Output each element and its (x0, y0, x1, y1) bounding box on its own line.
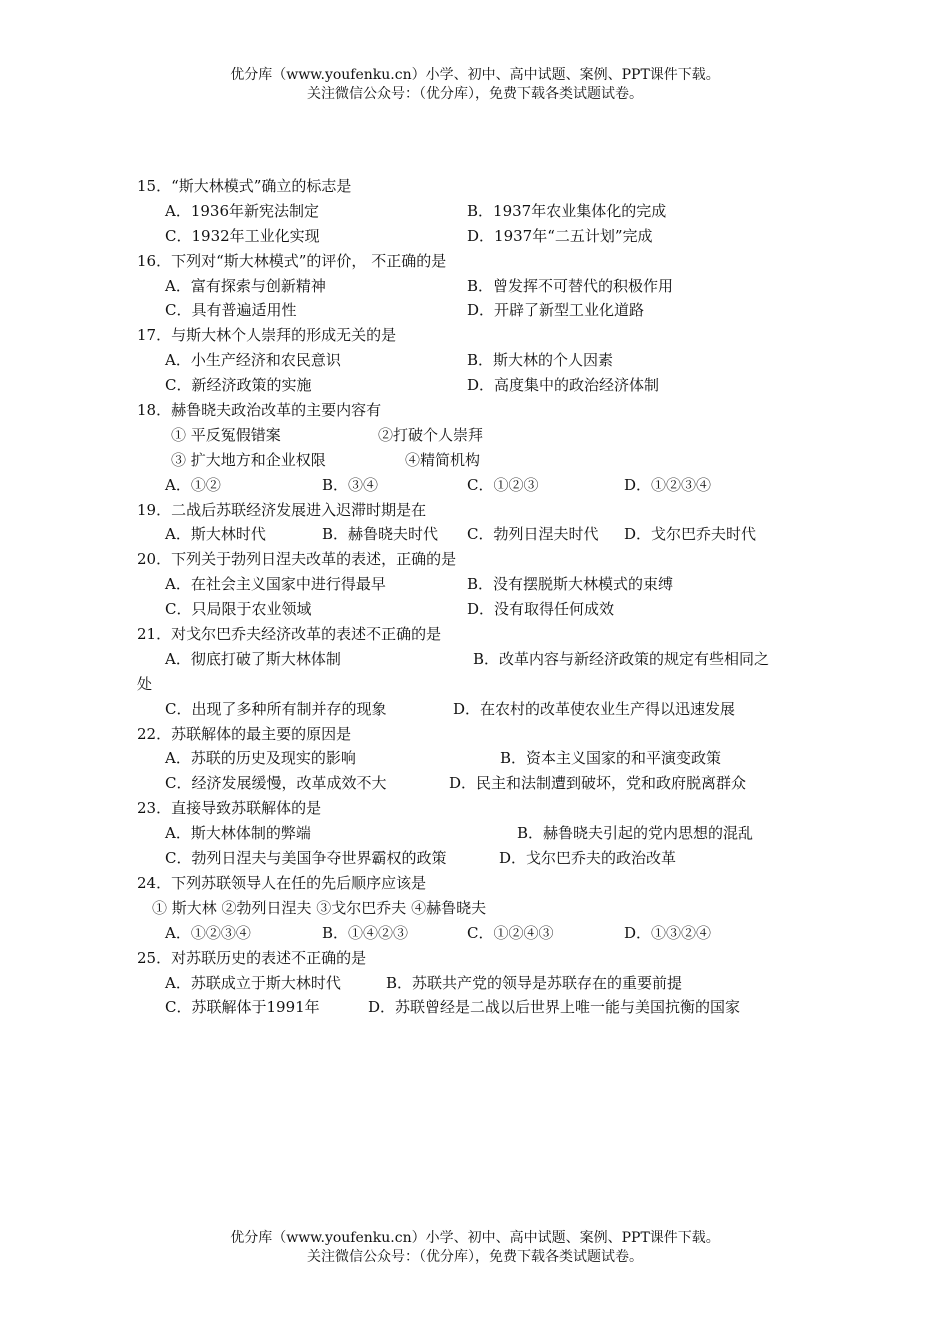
option-a: A．富有探索与创新精神 (165, 276, 326, 295)
header-line-2: 关注微信公众号：（优分库），免费下载各类试题试卷。 (307, 86, 643, 102)
page-header (0, 66, 950, 104)
items-row (0, 896, 950, 921)
options-row (0, 199, 950, 224)
question-16 (0, 249, 950, 274)
option-c: C．1932年工业化实现 (165, 226, 320, 245)
item-2: ②打破个人崇拜 (378, 425, 484, 444)
options-row (0, 697, 950, 722)
options-row (0, 274, 950, 299)
option-a: A．苏联成立于斯大林时代 (165, 973, 341, 992)
option-a: A．苏联的历史及现实的影响 (165, 749, 356, 768)
option-b: B．曾发挥不可替代的积极作用 (467, 276, 674, 295)
option-b: B．资本主义国家的和平演变政策 (500, 749, 722, 768)
question-stem: 22．苏联解体的最主要的原因是 (137, 724, 352, 743)
footer-line-2: 关注微信公众号：（优分库），免费下载各类试题试卷。 (307, 1249, 643, 1265)
option-b: B．③④ (322, 475, 379, 494)
options-row-wrap (0, 672, 950, 697)
question-stem: 25．对苏联历史的表述不正确的是 (137, 948, 367, 967)
question-22 (0, 722, 950, 747)
order-items: ① 斯大林 ②勃列日涅夫 ③戈尔巴乔夫 ④赫鲁晓夫 (152, 898, 487, 917)
question-stem: 23．直接导致苏联解体的是 (137, 799, 322, 818)
question-stem: 21．对戈尔巴乔夫经济改革的表述不正确的是 (137, 625, 442, 644)
question-stem: 20．下列关于勃列日涅夫改革的表述，正确的是 (137, 550, 457, 569)
option-b: B．赫鲁晓夫引起的党内思想的混乱 (517, 824, 754, 843)
items-row (0, 448, 950, 473)
option-c: C．具有普遍适用性 (165, 301, 297, 320)
option-b-continued: 处 (137, 674, 153, 693)
options-row (0, 572, 950, 597)
option-a: A．①②③④ (165, 923, 251, 942)
question-stem: 17．与斯大林个人崇拜的形成无关的是 (137, 326, 397, 345)
option-c: C．经济发展缓慢，改革成效不大 (165, 774, 387, 793)
options-row (0, 846, 950, 871)
option-b: B．改革内容与新经济政策的规定有些相同之 (473, 649, 770, 668)
question-20 (0, 547, 950, 572)
option-c: C．勃列日涅夫与美国争夺世界霸权的政策 (165, 849, 447, 868)
option-d: D．戈尔巴乔夫的政治改革 (499, 849, 677, 868)
option-b: B．1937年农业集体化的完成 (467, 201, 667, 220)
option-b: B．赫鲁晓夫时代 (322, 525, 439, 544)
option-c: C．新经济政策的实施 (165, 376, 312, 395)
options-row (0, 473, 950, 498)
question-stem: 15．“斯大林模式”确立的标志是 (137, 177, 352, 195)
question-18 (0, 398, 950, 423)
options-row (0, 597, 950, 622)
option-b: B．斯大林的个人因素 (467, 351, 614, 370)
option-a: A．斯大林体制的弊端 (165, 824, 311, 843)
option-d: D．在农村的改革使农业生产得以迅速发展 (453, 699, 736, 718)
page-footer (0, 1229, 950, 1267)
options-row (0, 522, 950, 547)
item-1: ① 平反冤假错案 (171, 425, 281, 444)
option-d: D．①③②④ (624, 923, 712, 942)
option-d: D．1937年“二五计划”完成 (467, 226, 653, 245)
option-d: D．民主和法制遭到破坏，党和政府脱离群众 (449, 774, 747, 793)
question-19 (0, 498, 950, 523)
question-stem: 24．下列苏联领导人在任的先后顺序应该是 (137, 873, 427, 892)
item-3: ③ 扩大地方和企业权限 (171, 450, 326, 469)
option-b: B．①④②③ (322, 923, 409, 942)
question-stem: 16．下列对“斯大林模式”的评价， 不正确的是 (137, 251, 447, 270)
footer-line-1: 优分库（www.youfenku.cn）小学、初中、高中试题、案例、PPT课件下载。 (230, 1230, 720, 1246)
options-row (0, 224, 950, 249)
options-row (0, 771, 950, 796)
option-b: B．苏联共产党的领导是苏联存在的重要前提 (386, 973, 683, 992)
question-stem: 18．赫鲁晓夫政治改革的主要内容有 (137, 401, 382, 420)
question-25 (0, 946, 950, 971)
options-row (0, 647, 950, 672)
option-a: A．小生产经济和农民意识 (165, 351, 341, 370)
options-row (0, 921, 950, 946)
option-d: D．没有取得任何成效 (467, 600, 615, 619)
option-c: C．苏联解体于1991年 (165, 998, 320, 1017)
option-c: C．出现了多种所有制并存的现象 (165, 699, 387, 718)
option-c: C．①②④③ (467, 923, 554, 942)
question-stem: 19．二战后苏联经济发展进入迟滞时期是在 (137, 500, 427, 519)
option-d: D．①②③④ (624, 475, 712, 494)
question-list (0, 174, 950, 1020)
option-a: A．在社会主义国家中进行得最早 (165, 575, 386, 594)
option-d: D．高度集中的政治经济体制 (467, 376, 660, 395)
option-a: A．彻底打破了斯大林体制 (165, 649, 341, 668)
option-c: C．勃列日涅夫时代 (467, 525, 599, 544)
items-row (0, 423, 950, 448)
item-4: ④精简机构 (405, 450, 481, 469)
question-23 (0, 796, 950, 821)
header-line-1: 优分库（www.youfenku.cn）小学、初中、高中试题、案例、PPT课件下载。 (230, 67, 720, 83)
options-row (0, 971, 950, 996)
question-24 (0, 871, 950, 896)
option-c: C．①②③ (467, 475, 539, 494)
question-17 (0, 323, 950, 348)
option-a: A．1936年新宪法制定 (165, 201, 320, 220)
option-c: C．只局限于农业领域 (165, 600, 312, 619)
question-15 (0, 174, 950, 199)
options-row (0, 373, 950, 398)
option-b: B．没有摆脱斯大林模式的束缚 (467, 575, 674, 594)
option-d: D．戈尔巴乔夫时代 (624, 525, 757, 544)
options-row (0, 995, 950, 1020)
option-d: D．开辟了新型工业化道路 (467, 301, 645, 320)
options-row (0, 298, 950, 323)
option-a: A．①② (165, 475, 221, 494)
option-a: A．斯大林时代 (165, 525, 266, 544)
question-21 (0, 622, 950, 647)
options-row (0, 821, 950, 846)
option-d: D．苏联曾经是二战以后世界上唯一能与美国抗衡的国家 (368, 998, 741, 1017)
options-row (0, 746, 950, 771)
options-row (0, 348, 950, 373)
